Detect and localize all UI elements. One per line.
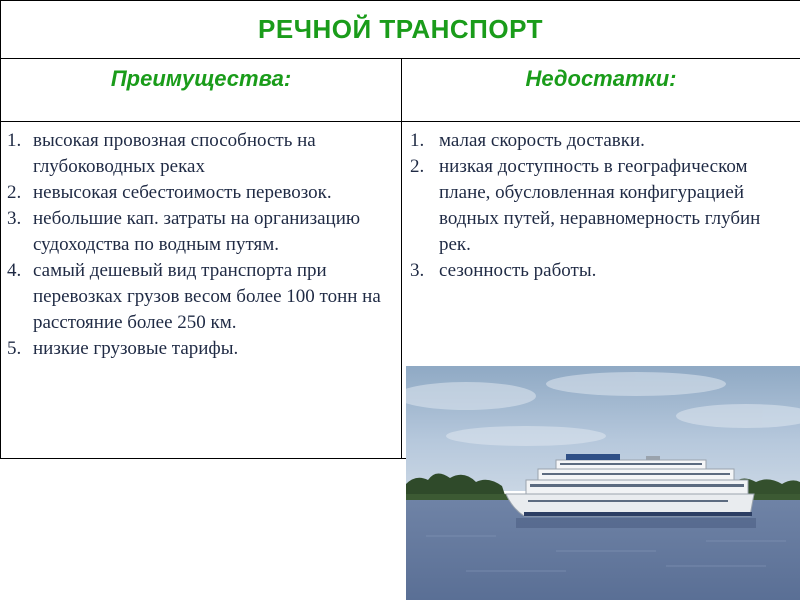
list-item-number: 4. <box>7 260 22 281</box>
ship-photo-svg <box>406 366 800 600</box>
list-item-number: 5. <box>7 338 22 359</box>
list-item-text: небольшие кап. затраты на организацию судоходства по водным путям. <box>33 208 361 255</box>
list-item <box>410 258 796 284</box>
list-item-number: 1. <box>7 130 22 151</box>
list-item-number: 1. <box>410 130 425 151</box>
list-item-number: 3. <box>7 208 22 229</box>
list-item <box>7 258 397 336</box>
advantages-cell <box>1 122 402 459</box>
header-row <box>1 59 800 122</box>
list-item <box>410 128 796 154</box>
title-row <box>1 1 800 59</box>
page-title: РЕЧНОЙ ТРАНСПОРТ <box>1 1 800 59</box>
list-item <box>7 206 397 258</box>
list-item-number: 3. <box>410 260 425 281</box>
list-item <box>7 180 397 206</box>
list-item-text: высокая провозная способность на глубоководных реках <box>33 130 316 177</box>
list-item-number: 2. <box>7 182 22 203</box>
advantages-list <box>1 122 401 362</box>
advantages-heading: Преимущества: <box>1 59 402 122</box>
list-item <box>410 154 796 258</box>
river-cruise-ship-image <box>406 366 800 600</box>
list-item <box>7 336 397 362</box>
list-item-text: малая скорость доставки. <box>439 130 645 151</box>
list-item-text: низкая доступность в географическом плане, обусловленная конфигурацией водных путей, неравномерность глубин рек. <box>439 156 761 255</box>
list-item-number: 2. <box>410 156 425 177</box>
list-item-text: сезонность работы. <box>439 260 597 281</box>
list-item-text: низкие грузовые тарифы. <box>33 338 239 359</box>
disadvantages-heading: Недостатки: <box>402 59 800 122</box>
list-item <box>7 128 397 180</box>
list-item-text: самый дешевый вид транспорта при перевозках грузов весом более 100 тонн на расстояние более 250 км. <box>33 260 381 333</box>
list-item-text: невысокая себестоимость перевозок. <box>33 182 332 203</box>
disadvantages-list <box>402 122 800 284</box>
